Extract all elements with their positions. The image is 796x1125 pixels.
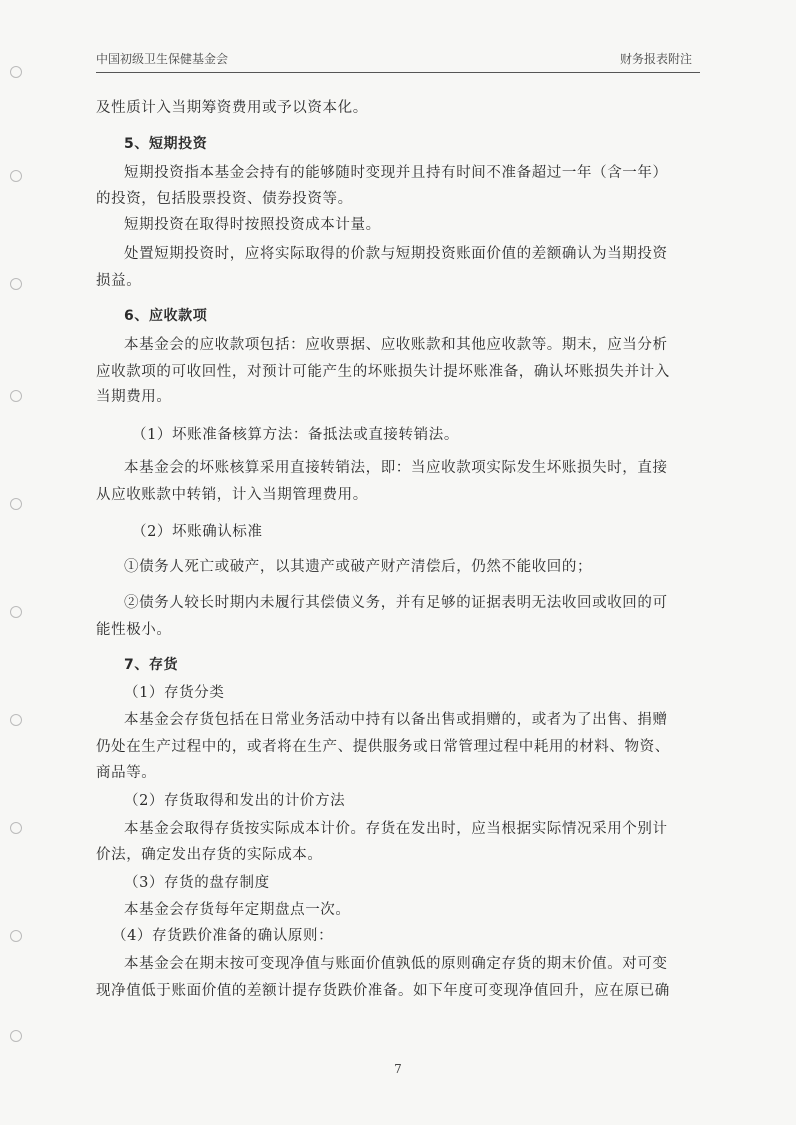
- binding-hole: [10, 278, 22, 290]
- paragraph-line: 本基金会存货每年定期盘点一次。: [124, 902, 351, 918]
- paragraph-line: 损益。: [96, 273, 142, 289]
- binding-hole: [10, 714, 22, 726]
- paragraph-line: 本基金会存货包括在日常业务活动中持有以备出售或捐赠的，或者为了出售、捐赠: [124, 712, 668, 728]
- paragraph-line: 商品等。: [96, 765, 157, 781]
- list-item: ①债务人死亡或破产，以其遗产或破产财产清偿后，仍然不能收回的；: [124, 559, 593, 575]
- subsection-heading: （1）坏账准备核算方法：备抵法或直接转销法。: [132, 427, 459, 443]
- paragraph-line: 从应收账款中转销，计入当期管理费用。: [96, 487, 368, 503]
- binding-hole: [10, 606, 22, 618]
- paragraph-line: 应收款项的可收回性，对预计可能产生的坏账损失计提坏账准备，确认坏账损失并计入: [96, 364, 670, 380]
- paragraph-line: 及性质计入当期筹资费用或予以资本化。: [96, 100, 368, 116]
- binding-hole: [10, 822, 22, 834]
- paragraph-line: 当期费用。: [96, 389, 172, 405]
- page-header: [96, 48, 700, 73]
- paragraph-line: 短期投资指本基金会持有的能够随时变现并且持有时间不准备超过一年（含一年）: [124, 165, 668, 181]
- section-heading: 7、存货: [124, 657, 179, 673]
- paragraph-line: 能性极小。: [96, 622, 172, 638]
- binding-hole: [10, 66, 22, 78]
- binding-hole: [10, 170, 22, 182]
- subsection-heading: （2）存货取得和发出的计价方法: [124, 793, 346, 809]
- paragraph-line: 处置短期投资时，应将实际取得的价款与短期投资账面价值的差额确认为当期投资: [124, 246, 668, 262]
- paragraph-line: 本基金会取得存货按实际成本计价。存货在发出时，应当根据实际情况采用个别计: [124, 821, 668, 837]
- subsection-heading: （2）坏账确认标准: [132, 524, 263, 540]
- section-heading: 5、短期投资: [124, 136, 208, 152]
- paragraph-line: 本基金会的应收款项包括：应收票据、应收账款和其他应收款等。期末，应当分析: [124, 337, 668, 353]
- header-organization: 中国初级卫生保健基金会: [96, 52, 229, 66]
- subsection-heading: （1）存货分类: [124, 685, 225, 701]
- paragraph-line: 的投资，包括股票投资、债券投资等。: [96, 191, 353, 207]
- paragraph-line: 短期投资在取得时按照投资成本计量。: [124, 217, 381, 233]
- paragraph-line: 价法，确定发出存货的实际成本。: [96, 847, 323, 863]
- page-number: 7: [394, 1062, 402, 1076]
- paragraph-line: 仍处在生产过程中的，或者将在生产、提供服务或日常管理过程中耗用的材料、物资、: [96, 739, 670, 755]
- paragraph-line: 本基金会的坏账核算采用直接转销法，即：当应收款项实际发生坏账损失时，直接: [124, 460, 668, 476]
- binding-hole: [10, 1030, 22, 1042]
- binding-hole: [10, 930, 22, 942]
- list-item: ②债务人较长时期内未履行其偿债义务，并有足够的证据表明无法收回或收回的可: [124, 595, 668, 611]
- binding-hole: [10, 390, 22, 402]
- binding-hole: [10, 498, 22, 510]
- paragraph-line: 本基金会在期末按可变现净值与账面价值孰低的原则确定存货的期末价值。对可变: [124, 956, 668, 972]
- header-section: 财务报表附注: [619, 52, 692, 66]
- subsection-heading: （3）存货的盘存制度: [124, 875, 270, 891]
- subsection-heading: （4）存货跌价准备的确认原则：: [112, 928, 334, 944]
- paragraph-line: 现净值低于账面价值的差额计提存货跌价准备。如下年度可变现净值回升，应在原已确: [96, 983, 670, 999]
- section-heading: 6、应收款项: [124, 308, 208, 324]
